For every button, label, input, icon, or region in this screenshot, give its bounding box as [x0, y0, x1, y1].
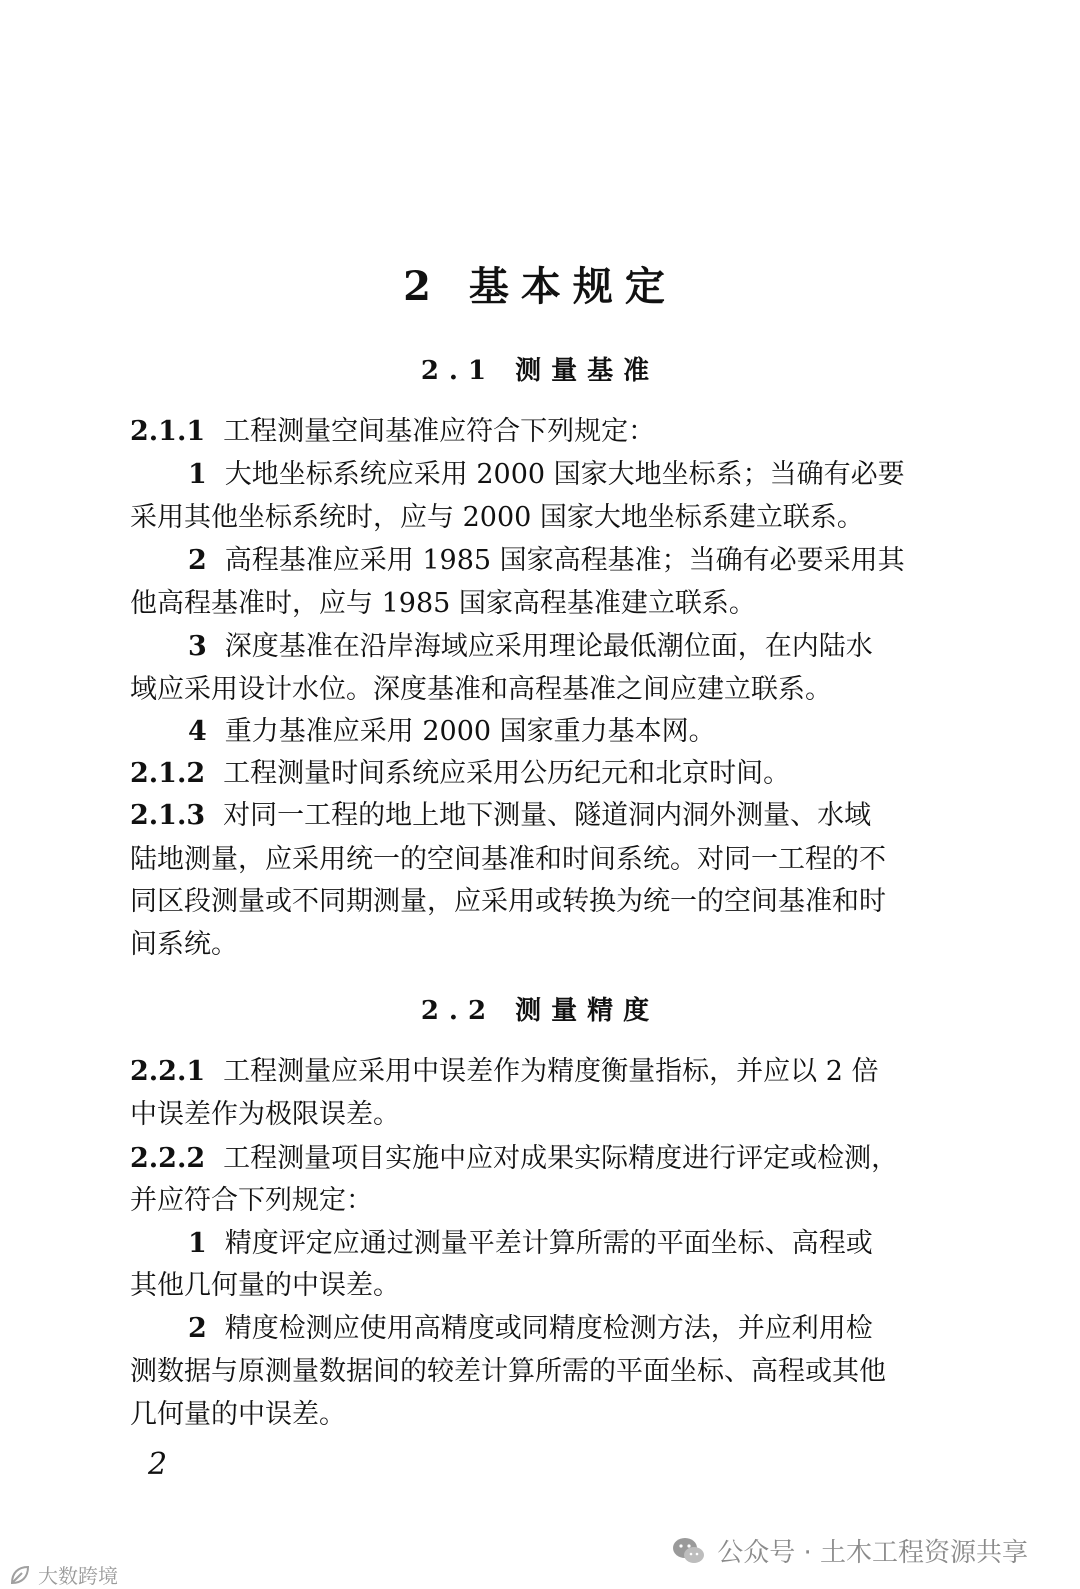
- item-text: 重力基准应采用 2000 国家重力基本网。: [224, 716, 716, 747]
- clause-number: 2.1.3: [130, 800, 206, 831]
- watermark-corner: [8, 1560, 118, 1589]
- item-1: [188, 1224, 940, 1264]
- text-line: 几何量的中误差。: [130, 1399, 346, 1430]
- text-line: 中误差作为极限误差。: [130, 1099, 400, 1130]
- item-4: [188, 712, 940, 752]
- clause-text: 工程测量应采用中误差作为精度衡量指标，并应以 2 倍: [223, 1056, 879, 1087]
- text-line: 并应符合下列规定：: [130, 1185, 373, 1216]
- text-line: 陆地测量，应采用统一的空间基准和时间系统。对同一工程的不: [130, 844, 886, 875]
- page-number: 2: [148, 1447, 168, 1482]
- item-1: [188, 455, 940, 495]
- clause-number: 2.1.2: [130, 758, 206, 789]
- clause-number: 2.2.2: [130, 1143, 206, 1174]
- item-number: 4: [188, 716, 207, 747]
- chapter-title: 2 基本规定: [403, 263, 677, 310]
- item-text: 精度评定应通过测量平差计算所需的平面坐标、高程或: [224, 1228, 873, 1259]
- section-title-2-1: 2.1 测量基准: [420, 356, 660, 386]
- item-3: [188, 627, 940, 667]
- text-line: 他高程基准时，应与 1985 国家高程基准建立联系。: [130, 588, 756, 619]
- item-text: 大地坐标系统应采用 2000 国家大地坐标系；当确有必要: [224, 459, 905, 490]
- section-title-2-2: 2.2 测量精度: [420, 996, 660, 1026]
- clause-text: 工程测量空间基准应符合下列规定：: [223, 416, 656, 447]
- watermark-wechat: [671, 1532, 1028, 1569]
- item-text: 深度基准在沿岸海域应采用理论最低潮位面，在内陆水: [224, 631, 873, 662]
- clause-2-2-1: [130, 1052, 940, 1092]
- wechat-icon: [671, 1536, 707, 1566]
- text-line: 测数据与原测量数据间的较差计算所需的平面坐标、高程或其他: [130, 1356, 886, 1387]
- item-number: 2: [188, 545, 207, 576]
- item-2: [188, 1309, 940, 1349]
- clause-text: 对同一工程的地上地下测量、隧道洞内洞外测量、水域: [223, 800, 872, 831]
- clause-2-1-1: [130, 412, 940, 452]
- item-text: 高程基准应采用 1985 国家高程基准；当确有必要采用其: [224, 545, 905, 576]
- logo-icon: [8, 1563, 32, 1587]
- clause-2-1-2: [130, 754, 940, 794]
- watermark-corner-text: 大数跨境: [38, 1564, 118, 1588]
- clause-number: 2.1.1: [130, 416, 206, 447]
- text-line: 采用其他坐标系统时，应与 2000 国家大地坐标系建立联系。: [130, 502, 864, 533]
- item-number: 2: [188, 1313, 207, 1344]
- clause-2-2-2: [130, 1139, 940, 1179]
- item-2: [188, 541, 940, 581]
- item-number: 3: [188, 631, 207, 662]
- clause-number: 2.2.1: [130, 1056, 206, 1087]
- item-number: 1: [188, 1228, 207, 1259]
- clause-text: 工程测量项目实施中应对成果实际精度进行评定或检测，: [223, 1143, 899, 1174]
- text-line: 域应采用设计水位。深度基准和高程基准之间应建立联系。: [130, 674, 832, 705]
- watermark-text: 公众号 · 土木工程资源共享: [717, 1538, 1028, 1568]
- item-text: 精度检测应使用高精度或同精度检测方法，并应利用检: [224, 1313, 873, 1344]
- text-line: 同区段测量或不同期测量，应采用或转换为统一的空间基准和时: [130, 886, 886, 917]
- clause-2-1-3: [130, 796, 940, 836]
- text-line: 间系统。: [130, 929, 238, 960]
- text-line: 其他几何量的中误差。: [130, 1270, 400, 1301]
- item-number: 1: [188, 459, 207, 490]
- clause-text: 工程测量时间系统应采用公历纪元和北京时间。: [223, 758, 791, 789]
